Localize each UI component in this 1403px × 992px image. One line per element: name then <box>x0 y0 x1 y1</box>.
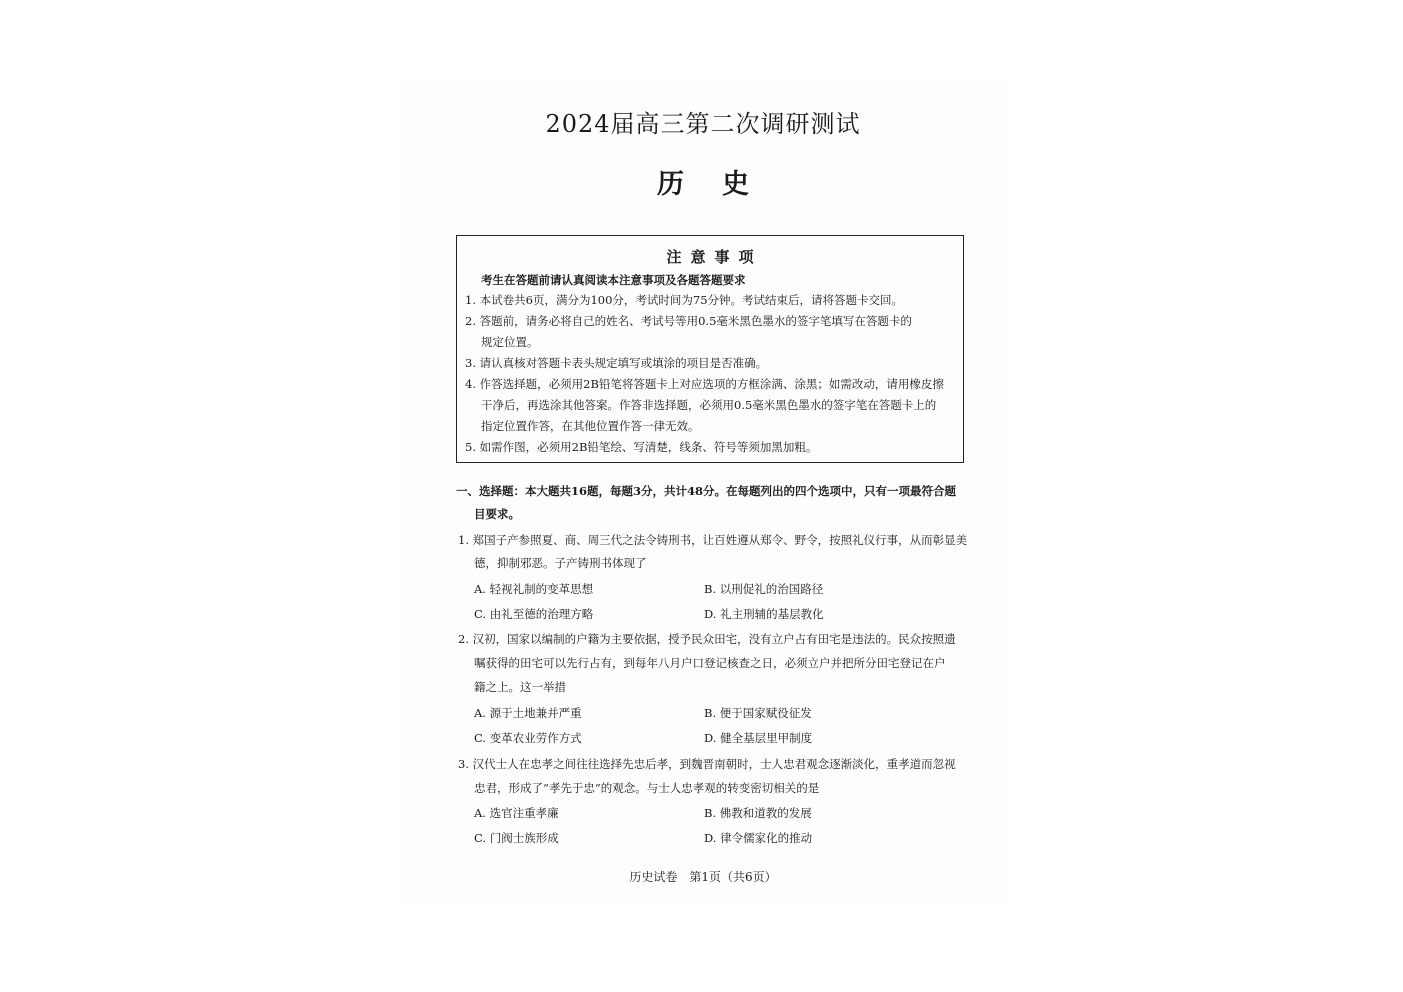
question-1-option-a: A. 轻视礼制的变革思想 <box>474 582 594 596</box>
question-3-line-1: 3. 汉代士人在忠孝之间往往选择先忠后孝，到魏晋南朝时，士人忠君观念逐渐淡化，重孝道而忽视 <box>458 757 956 771</box>
notice-item-4-cont1: 干净后，再选涂其他答案。作答非选择题，必须用0.5毫米黑色墨水的签字笔在答题卡上的 <box>481 398 937 412</box>
notice-item-4: 4. 作答选择题，必须用2B铅笔将答题卡上对应选项的方框涂满、涂黑；如需改动，请用橡皮擦 <box>465 377 944 391</box>
question-1-option-c: C. 由礼至德的治理方略 <box>474 607 594 621</box>
question-3-option-a: A. 选官注重孝廉 <box>474 806 559 820</box>
question-1-option-b: B. 以刑促礼的治国路径 <box>704 582 824 596</box>
question-3-option-d: D. 律令儒家化的推动 <box>704 831 813 845</box>
question-3-line-2: 忠君，形成了“孝先于忠”的观念。与士人忠孝观的转变密切相关的是 <box>474 781 820 795</box>
question-3-option-b: B. 佛教和道教的发展 <box>704 806 812 820</box>
notice-item-1: 1. 本试卷共6页，满分为100分，考试时间为75分钟。考试结束后，请将答题卡交回。 <box>465 293 904 307</box>
question-2-line-2: 嘱获得的田宅可以先行占有，到每年八月户口登记核查之日，必须立户并把所分田宅登记在户 <box>474 656 946 670</box>
notice-title: 注意事项 <box>666 248 763 266</box>
notice-item-4-cont2: 指定位置作答，在其他位置作答一律无效。 <box>481 419 700 433</box>
notice-item-5: 5. 如需作图，必须用2B铅笔绘、写清楚，线条、符号等须加黑加粗。 <box>465 440 818 454</box>
notice-subtitle: 考生在答题前请认真阅读本注意事项及各题答题要求 <box>481 273 746 287</box>
question-1-option-d: D. 礼主刑辅的基层教化 <box>704 607 824 621</box>
question-2-option-a: A. 源于土地兼并严重 <box>474 706 582 720</box>
section-heading-cont: 目要求。 <box>474 507 520 521</box>
exam-title: 2024届高三第二次调研测试 <box>545 110 861 138</box>
notice-item-3: 3. 请认真核对答题卡表头规定填写或填涂的项目是否准确。 <box>465 356 768 370</box>
question-1-line-1: 1. 郑国子产参照夏、商、周三代之法令铸刑书，让百姓遵从郑令、野令，按照礼仪行事，从而彰显美 <box>458 533 968 547</box>
exam-page <box>400 80 1006 905</box>
question-3-option-c: C. 门阀士族形成 <box>474 831 559 845</box>
question-2-option-d: D. 健全基层里甲制度 <box>704 731 813 745</box>
notice-item-2: 2. 答题前，请务必将自己的姓名、考试号等用0.5毫米黑色墨水的签字笔填写在答题卡的 <box>465 314 912 328</box>
question-2-line-3: 籍之上。这一举措 <box>474 680 566 694</box>
question-2-line-1: 2. 汉初，国家以编制的户籍为主要依据，授予民众田宅，没有立户占有田宅是违法的。民众按照遗 <box>458 632 956 646</box>
question-1-line-2: 德，抑制邪恶。子产铸刑书体现了 <box>474 556 647 570</box>
notice-item-2-cont: 规定位置。 <box>481 335 539 349</box>
notice-box <box>456 235 964 463</box>
question-2-option-c: C. 变革农业劳作方式 <box>474 731 582 745</box>
page-footer: 历史试卷 第1页（共6页） <box>629 870 777 884</box>
section-heading: 一、选择题：本大题共16题，每题3分，共计48分。在每题列出的四个选项中，只有一项最符合题 <box>456 484 957 498</box>
question-2-option-b: B. 便于国家赋役征发 <box>704 706 812 720</box>
subject-title: 历史 <box>657 169 787 200</box>
